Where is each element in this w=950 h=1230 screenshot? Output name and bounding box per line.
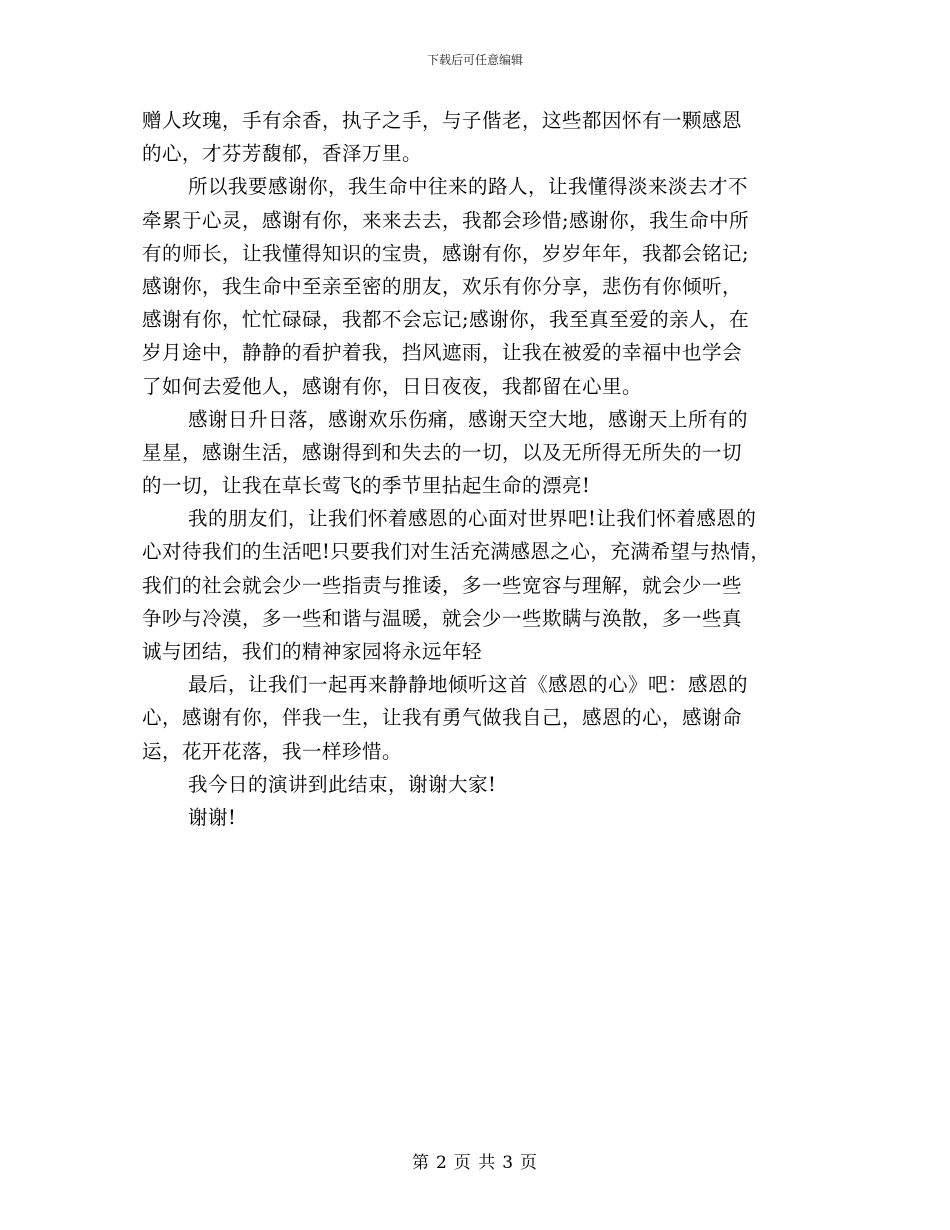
text-line: 了如何去爱他人，感谢有你，日日夜夜，我都留在心里。 (142, 374, 643, 398)
text-line: 有的师长，让我懂得知识的宝贵，感谢有你，岁岁年年，我都会铭记; (142, 241, 750, 265)
text-line: 心对待我们的生活吧!只要我们对生活充满感恩之心，充满希望与热情， (142, 540, 771, 564)
current-page-number: 2 (435, 1153, 448, 1173)
paragraph (142, 768, 822, 801)
document-body (142, 104, 822, 834)
text-line: 最后，让我们一起再来静静地倾听这首《感恩的心》吧：感恩的 (188, 673, 749, 697)
footer-suffix: 页 (520, 1153, 539, 1173)
text-line: 争吵与冷漠，多一些和谐与温暖，就会少一些欺瞒与涣散，多一些真 (142, 606, 743, 630)
text-line: 我的朋友们，让我们怀着感恩的心面对世界吧!让我们怀着感恩的 (188, 507, 757, 531)
total-page-count: 3 (502, 1153, 515, 1173)
page-header: 下载后可任意编辑 (426, 53, 523, 67)
text-line: 牵累于心灵，感谢有你，来来去去，我都会珍惜;感谢你，我生命中所 (142, 208, 750, 232)
text-line: 诚与团结，我们的精神家园将永远年轻 (142, 640, 483, 663)
text-line: 我们的社会就会少一些指责与推诿，多一些宽容与理解，就会少一些 (142, 573, 743, 597)
text-line: 心，感谢有你，伴我一生，让我有勇气做我自己，感恩的心，感谢命 (142, 706, 743, 730)
text-line: 的一切，让我在草长莺飞的季节里拈起生命的漂亮! (142, 474, 591, 498)
page-number-footer (0, 1152, 950, 1174)
text-line: 的心，才芬芳馥郁，香泽万里。 (142, 142, 423, 166)
paragraph (142, 170, 822, 402)
text-line: 我今日的演讲到此结束，谢谢大家! (188, 772, 497, 796)
text-line: 感谢你，我生命中至亲至密的朋友，欢乐有你分享，悲伤有你倾听， (142, 274, 743, 298)
text-line: 感谢日升日落，感谢欢乐伤痛，感谢天空大地，感谢天上所有的 (188, 407, 749, 431)
paragraph (142, 801, 822, 834)
text-line: 谢谢! (188, 805, 237, 829)
text-line: 星星，感谢生活，感谢得到和失去的一切，以及无所得无所失的一切 (142, 440, 743, 464)
text-line: 感谢有你，忙忙碌碌，我都不会忘记;感谢你，我至真至爱的亲人，在 (142, 308, 750, 332)
text-line: 赠人玫瑰，手有余香，执子之手，与子偕老，这些都因怀有一颗感恩 (142, 109, 743, 132)
paragraph (142, 403, 822, 503)
text-line: 岁月途中，静静的看护着我，挡风遮雨，让我在被爱的幸福中也学会 (142, 341, 743, 365)
footer-middle: 页 共 (453, 1153, 497, 1173)
text-line: 所以我要感谢你，我生命中往来的路人，让我懂得淡来淡去才不 (188, 175, 749, 199)
paragraph (142, 104, 822, 170)
footer-prefix: 第 (411, 1153, 430, 1173)
text-line: 运，花开花落，我一样珍惜。 (142, 739, 403, 763)
paragraph (142, 502, 822, 668)
paragraph (142, 668, 822, 768)
